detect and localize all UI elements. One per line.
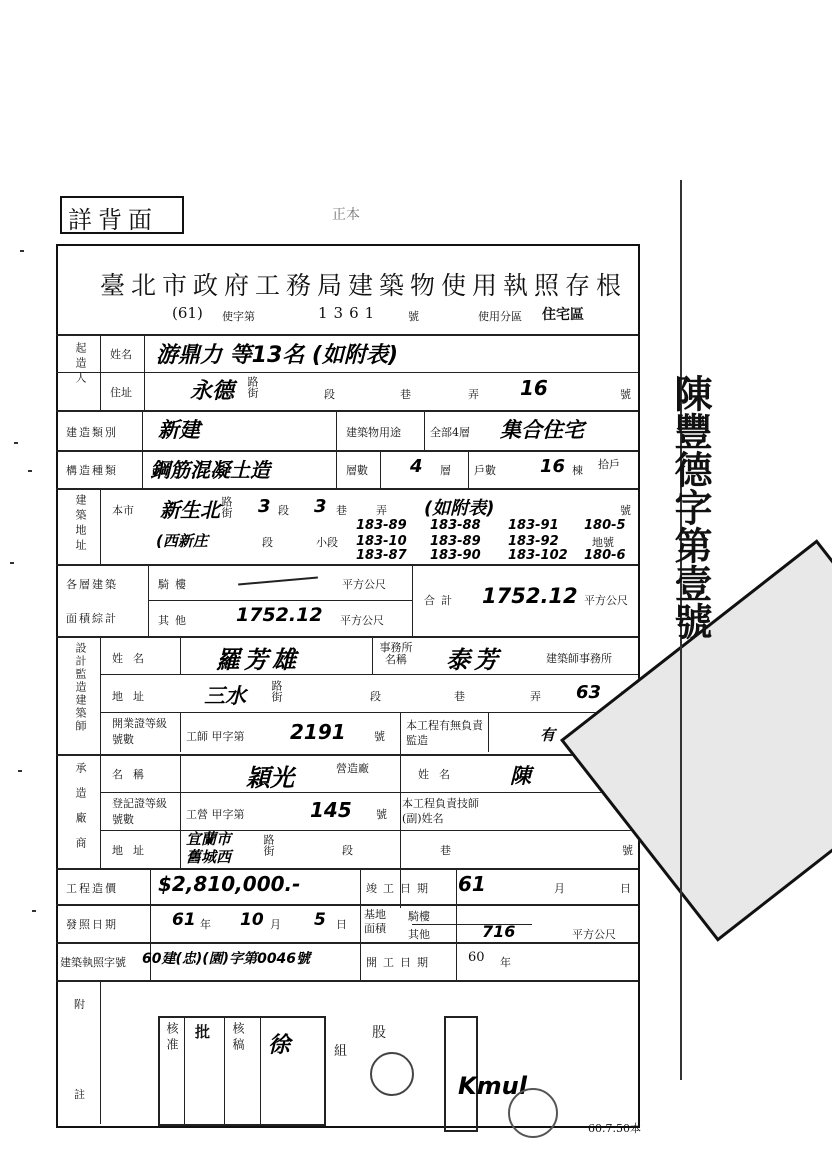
floors-label: 層數	[346, 464, 368, 477]
office-value: 泰芳	[446, 646, 502, 674]
site-lot: 183-88	[430, 518, 481, 533]
permit-prefix: 使字第	[222, 310, 255, 323]
col-divider	[372, 636, 373, 674]
row-divider	[56, 754, 638, 756]
back-page-char: 字	[668, 488, 713, 526]
site-lot: 183-102	[508, 548, 568, 563]
row-divider	[56, 868, 638, 870]
col-divider	[100, 488, 101, 566]
architect-address-label: 地址	[112, 690, 154, 703]
other-label: 其他	[158, 614, 192, 627]
builder-seg-label: 段	[324, 388, 335, 401]
issue-day: 5	[314, 910, 326, 930]
builder-road-label: 路街	[246, 376, 259, 398]
other-unit: 平方公尺	[340, 614, 384, 627]
arcade-unit: 平方公尺	[342, 578, 386, 591]
site-alley-label: 弄	[376, 504, 387, 517]
issue-year-label: 年	[200, 918, 211, 931]
row-divider	[56, 942, 638, 944]
license-field-value: 60建(忠)(園)字第0046號	[142, 951, 311, 967]
license-label: 開業證等級號數	[112, 717, 167, 746]
stamp-section-label: 股	[372, 1025, 386, 1041]
scan-speck	[18, 770, 22, 772]
structure-value: 鋼筋混凝土造	[150, 458, 270, 482]
office-suffix: 建築師事務所	[546, 652, 612, 665]
total-unit: 平方公尺	[584, 594, 628, 607]
office-label: 事務所名稱	[379, 641, 413, 666]
footer-code: 60.7.50本	[588, 1122, 641, 1135]
stamp-divider	[260, 1018, 261, 1124]
architect-alley-label: 弄	[530, 690, 541, 703]
start-label: 開工日期	[366, 956, 434, 969]
contractor-name-label: 名稱	[112, 768, 154, 781]
scan-speck	[10, 562, 14, 564]
site-road-label: 路街	[220, 496, 233, 518]
builder-lane-label: 巷	[400, 388, 411, 401]
builder-name: 游鼎力 等13名 (如附表)	[156, 343, 399, 368]
issue-month: 10	[240, 910, 264, 930]
site-lot: 180-5	[584, 518, 626, 533]
site-lot: 183-90	[430, 548, 481, 563]
builder-road: 永德	[190, 379, 235, 404]
site-small-label: 小段	[316, 536, 338, 549]
site-lane: 3	[314, 496, 327, 517]
contractor-no-label: 號	[622, 844, 633, 857]
contractor-section-label: 承造廠商	[74, 762, 87, 862]
reg-suffix: 號	[376, 808, 387, 821]
contractor-suffix: 營造廠	[336, 762, 369, 775]
permit-suffix: 號	[408, 310, 419, 323]
back-page-char: 陳	[668, 374, 713, 412]
finish-month-label: 月	[554, 882, 565, 895]
floor-prefix: 全部4層	[430, 426, 470, 439]
scan-speck	[14, 442, 18, 444]
col-divider	[180, 754, 181, 870]
architect-name: 羅芳雄	[216, 646, 300, 674]
issue-month-label: 月	[270, 918, 281, 931]
contractor-name: 穎光	[246, 764, 294, 792]
other-value: 1752.12	[236, 604, 323, 626]
col-divider	[424, 410, 425, 452]
architect-city: 三水	[204, 684, 246, 708]
use-value: 集合住宅	[500, 418, 584, 442]
approval-stamp-block	[158, 1016, 326, 1126]
scan-speck	[20, 250, 24, 252]
col-divider	[360, 868, 361, 982]
builder-address-label: 住址	[110, 386, 132, 399]
site-segment-label: 段	[278, 504, 289, 517]
site-area-label: 基地面積	[364, 908, 386, 935]
header-tag: 詳背面	[68, 206, 158, 234]
supervise-value: 有	[540, 726, 556, 744]
total-label: 合計	[424, 594, 458, 607]
site-lane-label: 巷	[336, 504, 347, 517]
col-divider	[180, 636, 181, 674]
license-no: 2191	[290, 720, 346, 744]
row-divider	[56, 904, 638, 906]
col-divider	[336, 410, 337, 490]
supervise-label: 本工程有無負責監造	[406, 719, 483, 747]
use-label: 建築物用途	[346, 426, 401, 439]
contractor-seg-label: 段	[342, 844, 353, 857]
signature-2: Kmul	[458, 1072, 527, 1100]
start-year: 60	[468, 950, 485, 965]
signature-1: 徐	[268, 1033, 291, 1058]
license-field-label: 建築執照字號	[60, 956, 126, 969]
row-divider	[56, 636, 638, 638]
site-road: 新生北	[160, 498, 220, 522]
category-label: 建造類別	[66, 426, 118, 439]
back-page-char: 號	[668, 602, 713, 640]
city-label: 本市	[112, 504, 134, 517]
col-divider	[100, 980, 101, 1124]
form-title: 臺北市政府工務局建築物使用執照存根	[100, 271, 628, 300]
row-divider	[56, 450, 638, 452]
floors-value: 4	[410, 456, 423, 477]
architect-name-label: 姓名	[112, 652, 154, 665]
stamp-col-label: 核稿	[231, 1022, 245, 1054]
site-section-label: 建築地址	[74, 494, 87, 554]
arcade-label: 騎樓	[158, 578, 192, 591]
architect-seg-label: 段	[370, 690, 381, 703]
area-label-1: 各層建築	[66, 578, 118, 591]
zone-value: 住宅區	[542, 307, 584, 323]
site-segment: 3	[258, 496, 271, 517]
architect-road-label: 路街	[270, 680, 283, 702]
category-value: 新建	[158, 418, 200, 442]
site-no-label: 號	[620, 504, 631, 517]
back-page-char: 豐	[668, 412, 713, 450]
households-unit: 棟	[572, 464, 583, 477]
permit-number: 1361	[318, 304, 381, 322]
row-divider	[56, 980, 638, 982]
remarks-label-1: 附	[74, 998, 85, 1011]
site-lot: 180-6	[584, 548, 626, 563]
total-value: 1752.12	[482, 584, 578, 608]
cost-value: $2,810,000.-	[158, 872, 301, 896]
site-district-label: 段	[262, 536, 273, 549]
site-lot: 183-87	[356, 548, 407, 563]
license-prefix: 工師 甲字第	[186, 730, 245, 743]
contractor-person-label: 姓名	[418, 768, 460, 781]
col-divider	[100, 636, 101, 870]
row-divider	[56, 488, 638, 490]
col-divider	[180, 712, 181, 752]
contractor-road: 舊城西	[186, 848, 232, 866]
sub-divider	[100, 674, 638, 675]
tech-label: 本工程負責技師(副)姓名	[402, 797, 479, 825]
site-lot: 183-89	[430, 534, 481, 549]
back-page-char: 德	[668, 450, 713, 488]
households-label: 戶數	[474, 464, 496, 477]
households-total: 拾戶	[598, 458, 620, 471]
col-divider	[400, 712, 401, 908]
start-year-label: 年	[500, 956, 511, 969]
contractor-lane-label: 巷	[440, 844, 451, 857]
site-other-value: 716	[482, 922, 516, 941]
site-unit: 平方公尺	[572, 928, 616, 941]
site-arcade-label: 騎樓	[408, 910, 430, 923]
stamp-col-label: 批	[193, 1024, 211, 1043]
finish-day-label: 日	[620, 882, 631, 895]
issue-label: 發照日期	[66, 918, 118, 931]
col-divider	[100, 334, 101, 412]
contractor-road-label: 路街	[262, 834, 275, 856]
stamp-col-label: 核准	[165, 1022, 179, 1054]
finish-value: 61	[458, 872, 486, 896]
reg-no: 145	[310, 798, 352, 822]
site-lot: 183-10	[356, 534, 407, 549]
finish-label: 竣工日期	[366, 882, 434, 895]
col-divider	[456, 868, 457, 982]
row-divider	[56, 564, 638, 566]
round-seal	[508, 1088, 558, 1138]
contractor-address-label: 地址	[112, 844, 154, 857]
site-lot-label: 地號	[592, 536, 614, 549]
site-district: (西新庄	[156, 532, 208, 550]
license-suffix: 號	[374, 730, 385, 743]
header-tag-box	[60, 196, 184, 234]
floors-unit: 層	[440, 464, 451, 477]
top-stamp: 正本	[332, 207, 360, 223]
zone-label: 使用分區	[478, 310, 522, 323]
site-lot: 183-92	[508, 534, 559, 549]
architect-address-no: 63	[576, 682, 602, 703]
stamp-divider	[224, 1018, 225, 1124]
site-other-label: 其他	[408, 928, 430, 941]
architect-lane-label: 巷	[454, 690, 465, 703]
builder-section-label: 起造人	[74, 342, 87, 387]
col-divider	[148, 564, 149, 638]
contractor-city: 宜蘭市	[186, 830, 232, 848]
scan-speck	[28, 470, 32, 472]
col-divider	[488, 712, 489, 752]
builder-name-label: 姓名	[110, 348, 132, 361]
contractor-person: 陳	[510, 764, 531, 788]
col-divider	[412, 564, 413, 638]
reg-prefix: 工營 甲字第	[186, 808, 245, 821]
remarks-label-2: 註	[74, 1088, 85, 1101]
site-lot: 183-91	[508, 518, 559, 533]
cost-label: 工程造價	[66, 882, 118, 895]
back-page-char: 壹	[668, 564, 713, 602]
permit-year: (61)	[172, 304, 203, 322]
col-divider	[144, 334, 145, 412]
sub-divider	[148, 600, 412, 601]
structure-label: 構造種類	[66, 464, 118, 477]
site-note: (如附表)	[424, 498, 495, 519]
back-page-char: 第	[668, 526, 713, 564]
area-label-2: 面積綜計	[66, 612, 118, 625]
builder-address-no: 16	[520, 376, 548, 400]
back-page-text	[654, 374, 726, 640]
households-value: 16	[540, 456, 566, 477]
col-divider	[142, 410, 143, 490]
stamp-divider	[184, 1018, 185, 1124]
issue-day-label: 日	[336, 918, 347, 931]
builder-alley-label: 弄	[468, 388, 479, 401]
architect-section-label: 設計監造建築師	[74, 642, 87, 733]
reg-label: 登記證等級號數	[112, 797, 167, 826]
scan-speck	[32, 910, 36, 912]
round-seal	[370, 1052, 414, 1096]
col-divider	[380, 450, 381, 490]
site-lot: 183-89	[356, 518, 407, 533]
issue-year: 61	[172, 910, 196, 930]
col-divider	[468, 450, 469, 490]
builder-no-label: 號	[620, 388, 631, 401]
stamp-group-label: 組	[334, 1044, 348, 1059]
